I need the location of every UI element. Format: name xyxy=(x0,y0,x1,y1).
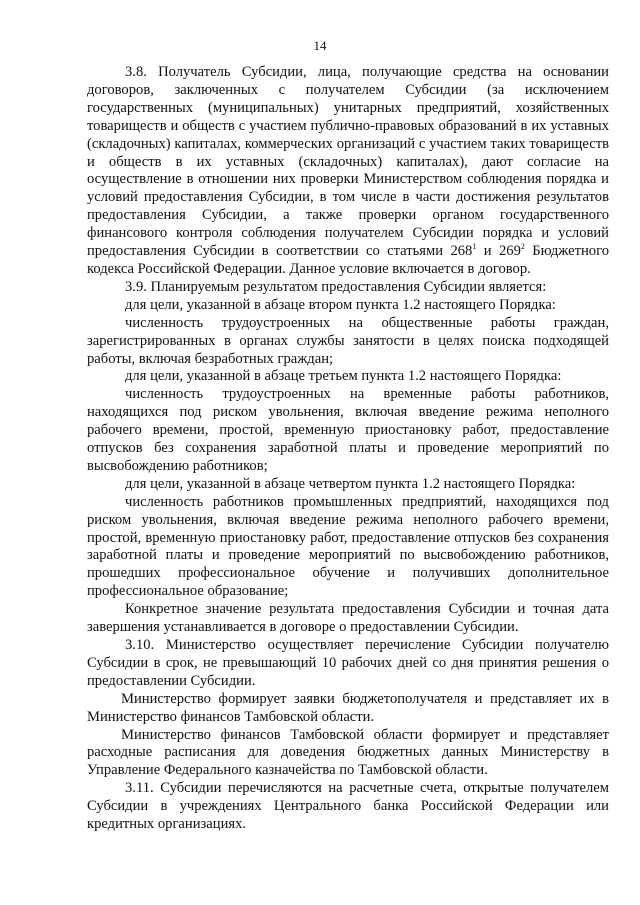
superscript-1: 1 xyxy=(472,242,477,252)
paragraph-goal-3: для цели, указанной в абзаце третьем пункта 1.2 настоящего Порядка: xyxy=(125,368,562,385)
superscript-2: 2 xyxy=(520,242,525,252)
paragraph-text: 3.8. Получатель Субсидии, лица, получающие средства на основании договоров, заключенных с получателем Субсидии (за исключением государственных (муниципальных) унитарных предприятий, хозяйственных товариществ и обществ с участием публично-правовых образований в их уставных (складочных) капиталах, коммерческих организаций с участием таких товариществ и обществ в их уставных (складочных) капиталах), дают согласие на осуществление в отношении них проверки Министерством соблюдения порядка и условий предоставления Субсидии, в том числе в части достижения результатов предоставления Субсидии, а также проверки органом государственного финансового контроля соблюдения получателем Субсидии порядка и условий предоставления Субсидии в соответствии со статьями 268 xyxy=(87,64,609,260)
document-body xyxy=(87,64,609,834)
paragraph-result-value: Конкретное значение результата предоставления Субсидии и точная дата завершения устанавливается в договоре о предоставлении Субсидии. xyxy=(87,601,609,636)
paragraph-3-8 xyxy=(87,64,609,279)
paragraph-result-2: численность трудоустроенных на временные работы работников, находящихся под риском увольнения, включая введение режима неполного рабочего времени, простой, временную приостановку работ, предоставление отпусков без сохранения заработной платы и проведение мероприятий по высвобождению работников; xyxy=(87,386,609,474)
paragraph-result-1: численность трудоустроенных на общественные работы граждан, зарегистрированных в органах службы занятости в целях поиска подходящей работы, включая безработных граждан; xyxy=(87,314,609,367)
page-number: 14 xyxy=(313,38,327,53)
paragraph-3-10: 3.10. Министерство осуществляет перечисление Субсидии получателю Субсидии в срок, не превышающий 10 рабочих дней со дня принятия решения о предоставлении Субсидии. xyxy=(87,637,609,689)
paragraph-3-11: 3.11. Субсидии перечисляются на расчетные счета, открытые получателем Субсидии в учреждениях Центрального банка Российской Федерации или кредитных организациях. xyxy=(87,780,609,833)
paragraph-finance-ministry: Министерство финансов Тамбовской области формирует и представляет расходные расписания для доведения бюджетных данных Министерству в Управление Федерального казначейства по Тамбовской области. xyxy=(87,726,609,779)
paragraph-text: Бюджетного кодекса Российской Федерации. Данное условие включается в договор. xyxy=(87,243,610,277)
paragraph-text: и 269 xyxy=(476,243,521,260)
paragraph-ministry-requests: Министерство формирует заявки бюджетополучателя и представляет их в Министерство финансов Тамбовской области. xyxy=(87,690,609,725)
paragraph-result-3: численность работников промышленных предприятий, находящихся под риском увольнения, включая введение режима неполного рабочего времени, простой, временную приостановку работ, предоставление отпусков без сохранения заработной платы и проведение мероприятий по высвобождению работников, прошедших профессиональное обучение и получивших дополнительное профессиональное образование; xyxy=(87,493,609,600)
paragraph-goal-2: для цели, указанной в абзаце втором пункта 1.2 настоящего Порядка: xyxy=(125,296,556,313)
paragraph-3-9: 3.9. Планируемым результатом предоставления Субсидии является: xyxy=(125,278,547,295)
paragraph-goal-4: для цели, указанной в абзаце четвертом пункта 1.2 настоящего Порядка: xyxy=(125,475,576,492)
